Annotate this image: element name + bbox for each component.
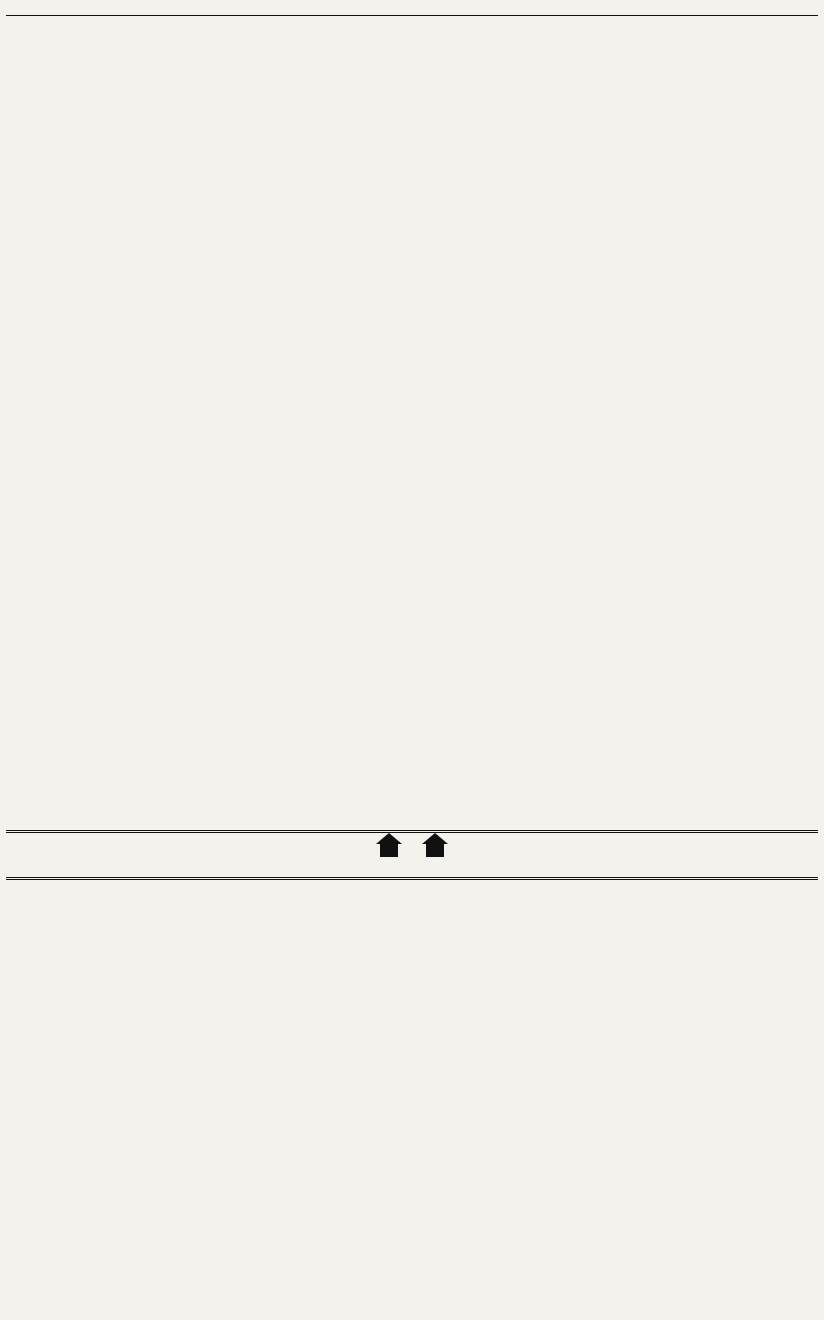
help-wanted-section bbox=[6, 18, 818, 826]
home-service-guide-banner bbox=[6, 830, 818, 880]
folio-line bbox=[6, 4, 818, 16]
newspaper-page bbox=[6, 4, 818, 1316]
service-guide-grid bbox=[6, 884, 818, 1316]
house-icon bbox=[376, 833, 402, 857]
house-icon bbox=[422, 833, 448, 857]
